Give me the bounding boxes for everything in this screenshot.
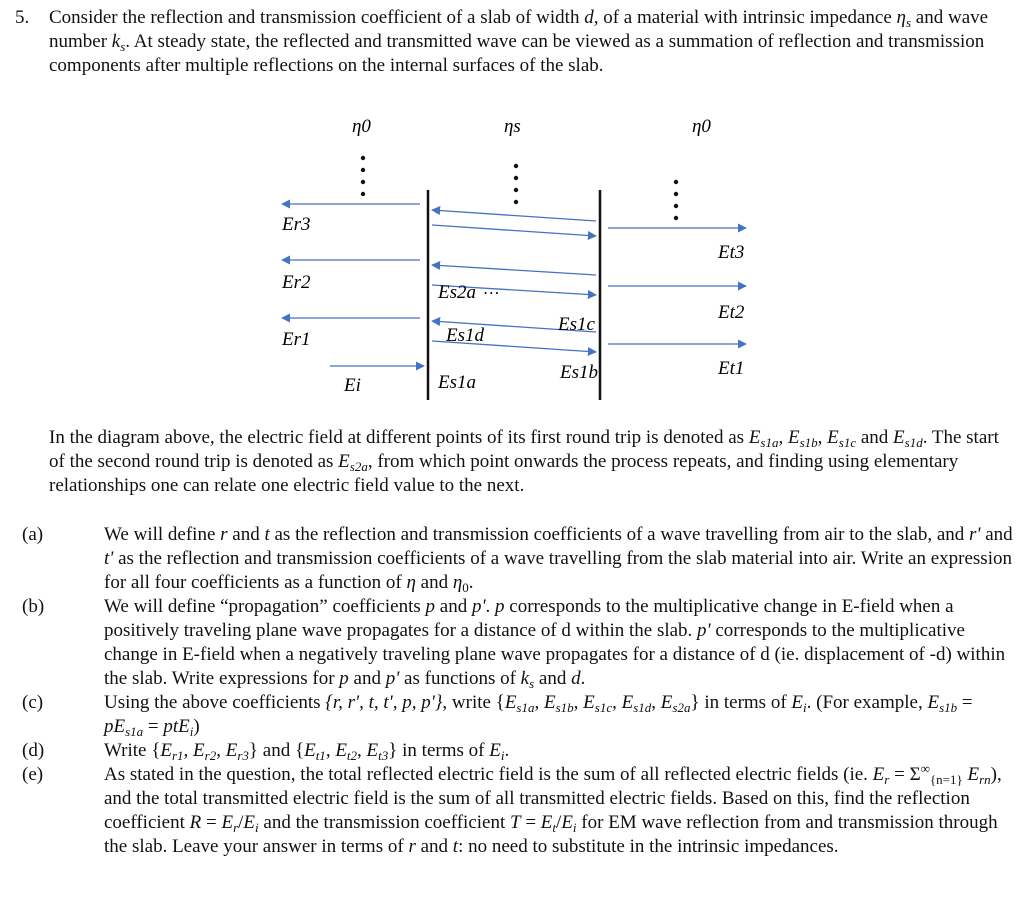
part-b: (b) We will define “propagation” coefficients p and p'. p corresponds to the multiplicative change in E-field when a positively traveling plane wave propagates for a distance of d within the slab. p' corresponds to the multiplicative change in E-field when a negatively traveling plane wave propagates for a distance of d (ie. displacement of -d) within the slab. Write expressions for p and p' as functions of $k_s$ and d. — [22, 596, 1006, 691]
part-b-label: (b) — [22, 596, 45, 617]
question-intro: Consider the reflection and transmission coefficient of a slab of width d, of a material with intrinsic impedance $\eta_s$ and wave number $k_s$. At steady state, the reflected and transmitted wave can be viewed as a summation of reflection and transmission components after multiple reflections on the internal surfaces of the slab. — [49, 7, 989, 76]
label-et1: Et1 — [718, 358, 745, 379]
label-er3: Er3 — [282, 214, 311, 235]
part-a-label: (a) — [22, 524, 44, 545]
label-er2: Er2 — [282, 272, 311, 293]
label-er1: Er1 — [282, 329, 311, 350]
part-c-label: (c) — [22, 692, 44, 713]
region-label-left: η0 — [352, 116, 371, 137]
dots-right — [674, 180, 678, 220]
part-d: (d) Write {$E_{r1}$, $E_{r2}$, $E_{r3}$} and {$E_{t1}$, $E_{t2}$, $E_{t3}$} in terms of $E_i$. — [22, 740, 510, 763]
diagram-description: In the diagram above, the electric field at different points of its first round trip is denoted as $E_{s1a}$, $E_{s1b}$, $E_{s1c}$ and $E_{s1d}$. The start of the second round trip is denoted as $E_{s2a}$, from which point onwards the process repeats, and finding using elementary relationships one can relate one electric field value to the next. — [49, 427, 999, 496]
problem-statement — [15, 6, 1015, 78]
label-et2: Et2 — [718, 302, 745, 323]
label-es1a: Es1a — [438, 372, 476, 393]
label-ei: Ei — [344, 375, 361, 396]
part-a: (a) We will define r and t as the reflection and transmission coefficients of a wave travelling from air to the slab, and r' and t' as the reflection and transmission coefficients of a wave travelling from the slab material into air. Write an expression for all four coefficients as a function of η and $\eta_0$. — [22, 524, 1013, 595]
label-continuation: … — [484, 279, 500, 298]
slab-reflection-diagram — [240, 108, 800, 408]
part-e: (e) As stated in the question, the total reflected electric field is the sum of all reflected electric fields (ie. $E_r = \Sigma^\infty_{\{n=1\}}$ $E_{rn}$), and the total transmitted electric field is the sum of all transmitted electric fields. Based on this, find the reflection coefficient $R = E_r/E_i$ and the transmission coefficient $T = E_t/E_i$ for EM wave reflection from and transmission through the slab. Leave your answer in terms of r and t: no need to substitute in the intrinsic impedances. — [22, 761, 1002, 857]
arrow-internal-1 — [432, 210, 596, 221]
part-e-label: (e) — [22, 764, 44, 785]
label-es1c: Es1c — [558, 314, 595, 335]
region-label-slab: ηs — [504, 116, 521, 137]
label-et3: Et3 — [718, 242, 745, 263]
sub-questions — [22, 523, 1014, 859]
label-es1d: Es1d — [446, 325, 484, 346]
arrow-internal-2 — [432, 225, 596, 236]
arrow-internal-3 — [432, 265, 596, 275]
question-number: 5. — [15, 7, 30, 28]
part-c: (c) Using the above coefficients {r, r', t, t', p, p'}, write {$E_{s1a}$, $E_{s1b}$, $E_{s1c}$, $E_{s1d}$, $E_{s2a}$} in terms of $E_i$. (For example, $E_{s1b} = pE_{s1a} = ptE_i$) — [22, 692, 973, 739]
label-es2a: Es2a — [438, 282, 476, 303]
label-es1b: Es1b — [560, 362, 598, 383]
part-d-label: (d) — [22, 740, 45, 761]
dots-left — [361, 156, 365, 196]
dots-slab — [514, 164, 518, 204]
region-label-right: η0 — [692, 116, 711, 137]
